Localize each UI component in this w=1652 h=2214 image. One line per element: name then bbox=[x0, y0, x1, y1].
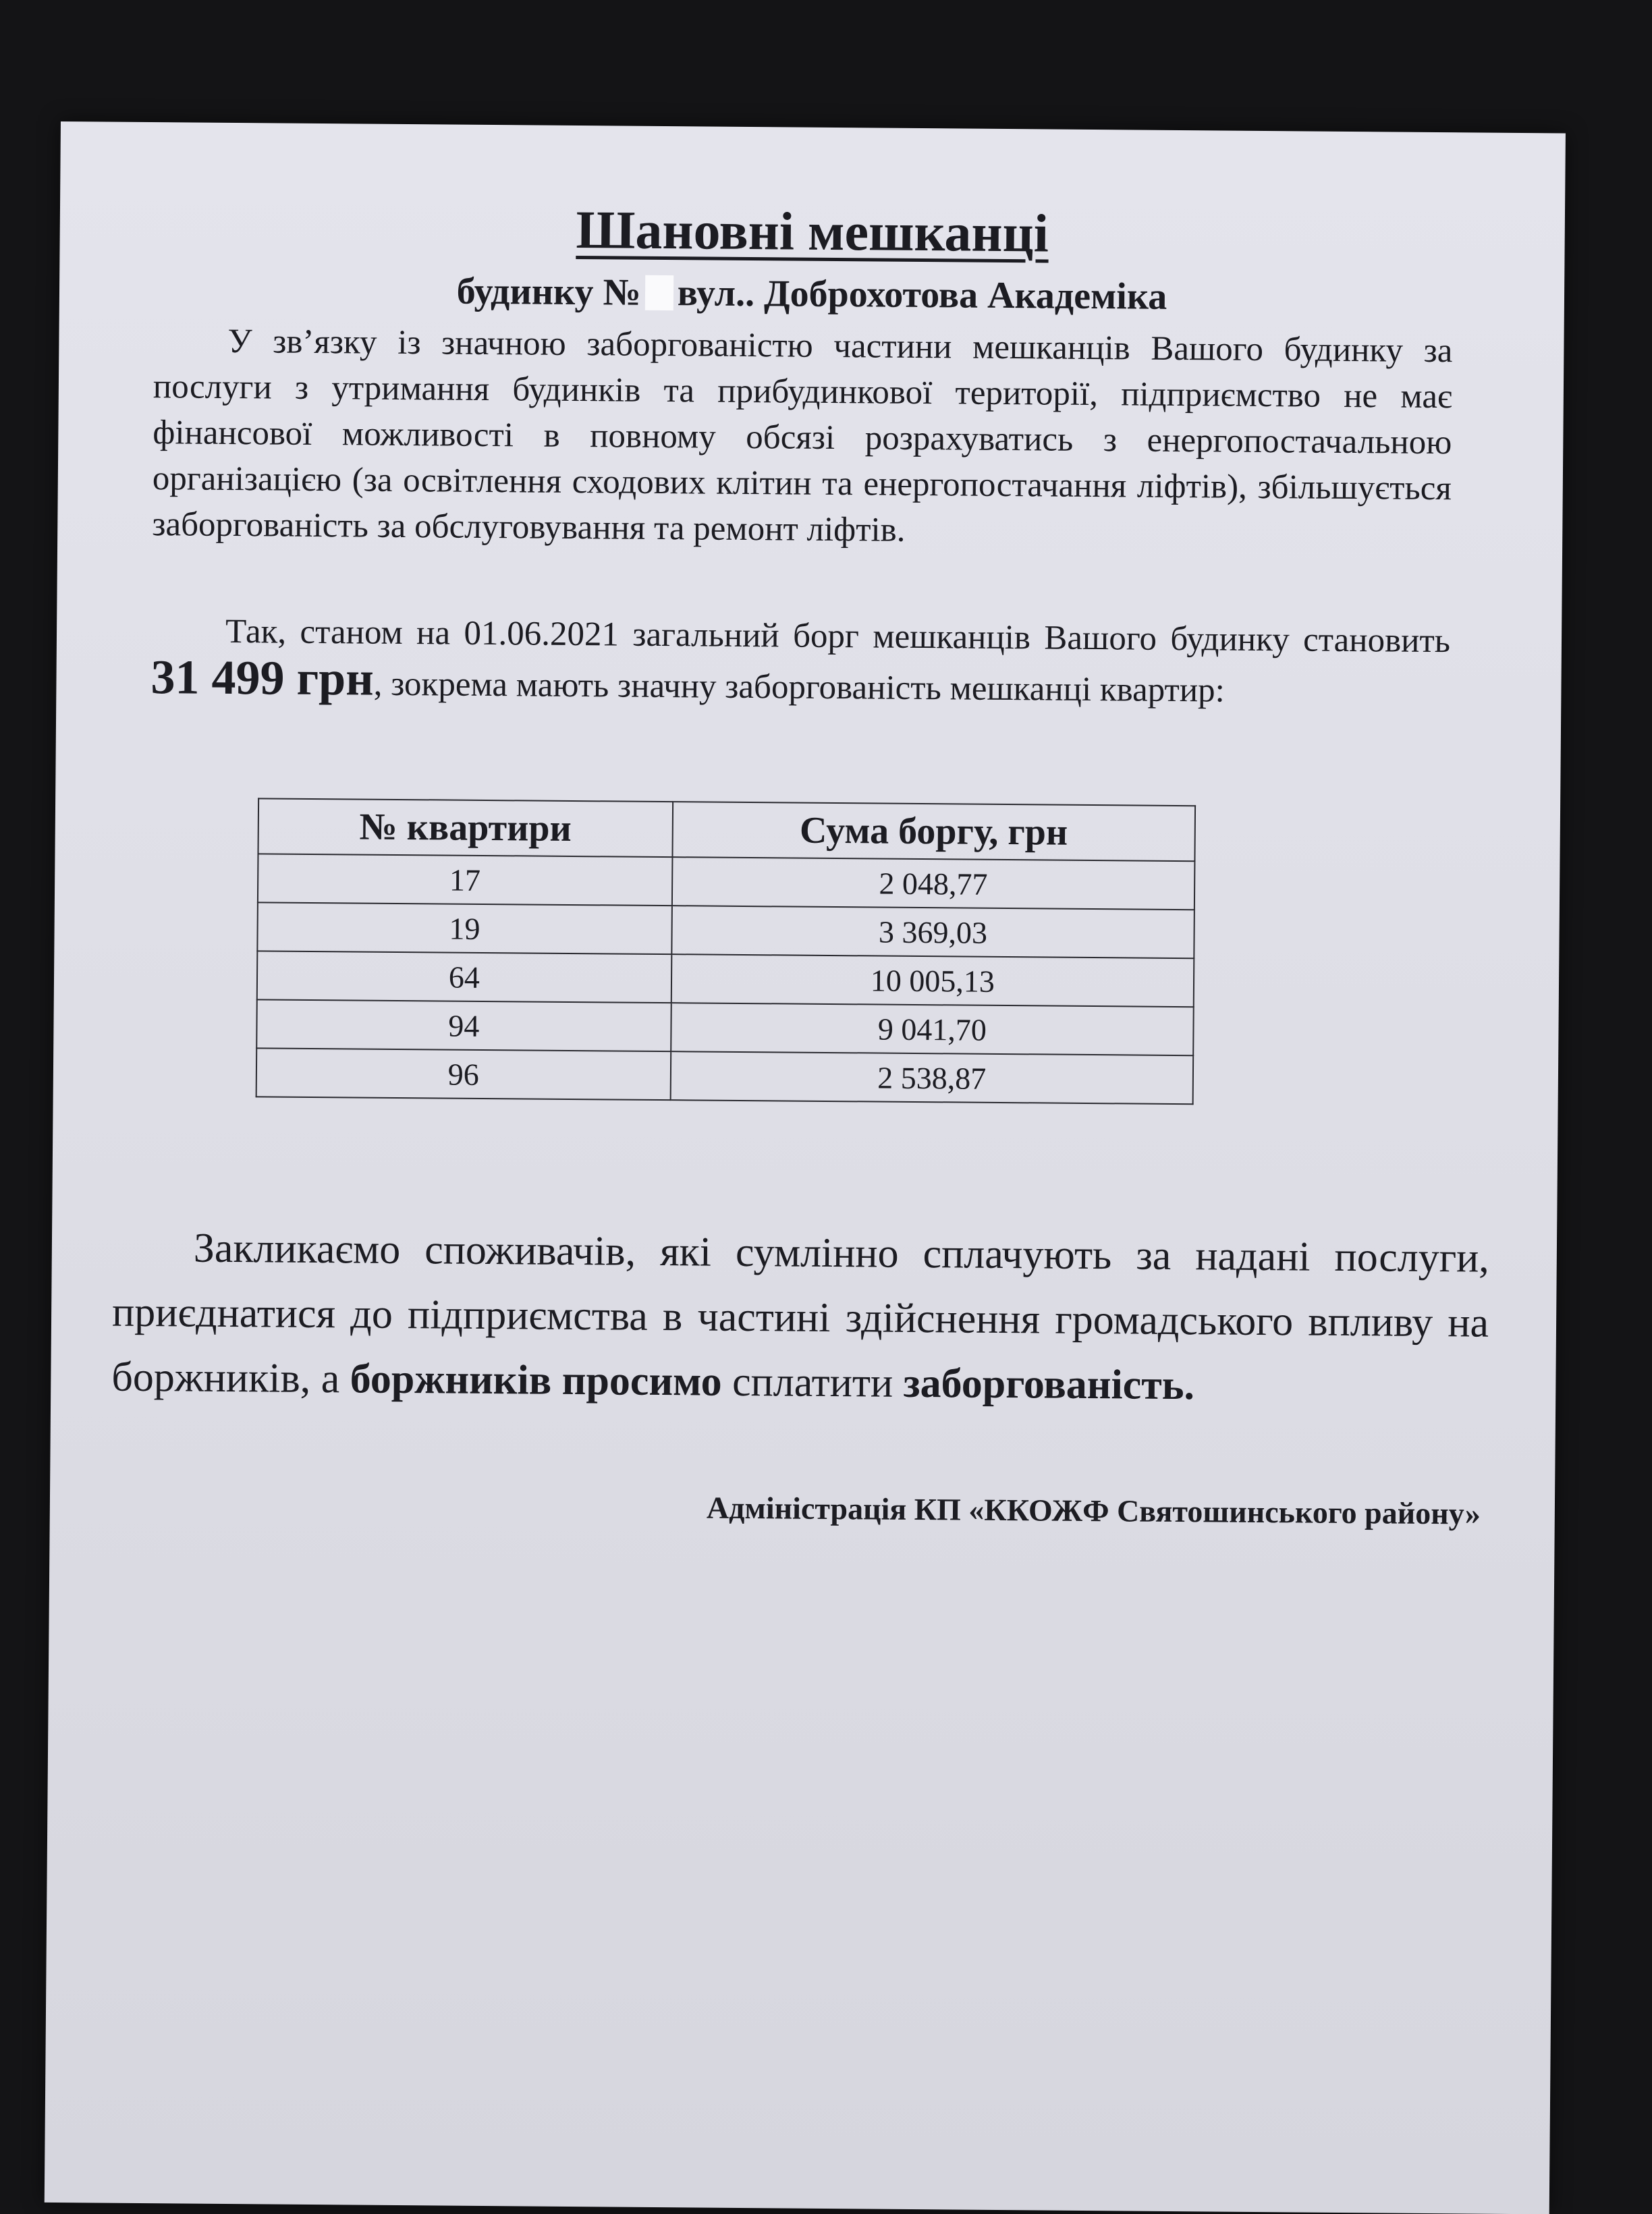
debtors-table bbox=[256, 798, 1196, 1105]
debt-summary-outro: , зокрема мають значну заборгованість мешканці квартир: bbox=[373, 665, 1226, 710]
appeal-text: Закликаємо споживачів, які сумлінно сплачують за надані послуги, приєднатися до підприємства в частині здійснення громадського впливу на боржників, а bbox=[111, 1225, 1490, 1402]
debt-amount-cell: 3 369,03 bbox=[671, 906, 1194, 958]
debt-amount-cell: 2 048,77 bbox=[672, 857, 1195, 910]
appeal-paragraph bbox=[111, 1215, 1489, 1420]
debt-summary-paragraph bbox=[150, 608, 1450, 715]
address-prefix: будинку № bbox=[456, 270, 641, 314]
debt-amount-cell: 9 041,70 bbox=[671, 1003, 1194, 1055]
building-address bbox=[59, 267, 1564, 322]
debt-amount-cell: 10 005,13 bbox=[671, 954, 1194, 1007]
debt-amount-cell: 2 538,87 bbox=[670, 1051, 1193, 1104]
apartment-number-cell: 94 bbox=[256, 999, 671, 1051]
appeal-emphasis-request: боржників просимо bbox=[350, 1356, 722, 1405]
apartment-number-cell: 64 bbox=[257, 951, 671, 1003]
table-header-row bbox=[258, 798, 1195, 861]
appeal-text-pay: сплатити bbox=[721, 1358, 904, 1406]
table-row bbox=[256, 999, 1194, 1055]
signature-line: Адміністрація КП «ККОЖФ Святошинського району» bbox=[706, 1490, 1481, 1531]
apartment-number-cell: 96 bbox=[256, 1048, 671, 1100]
table-row bbox=[257, 951, 1194, 1007]
table-row bbox=[257, 902, 1194, 958]
appeal-emphasis-debt: заборгованість. bbox=[903, 1360, 1195, 1409]
total-debt-amount: 31 499 грн bbox=[150, 650, 375, 706]
column-header-apartment: № квартири bbox=[258, 798, 672, 857]
table-row bbox=[258, 854, 1195, 910]
debt-summary-intro: Так, станом на 01.06.2021 загальний борг мешканців Вашого будинку становить bbox=[225, 612, 1451, 661]
redacted-house-number bbox=[645, 275, 673, 310]
notice-sheet bbox=[45, 121, 1566, 2214]
apartment-number-cell: 19 bbox=[257, 902, 671, 954]
apartment-number-cell: 17 bbox=[258, 854, 672, 906]
column-header-debt-amount: Сума боргу, грн bbox=[672, 802, 1195, 861]
intro-paragraph: У зв’язку із значною заборгованістю частини мешканців Вашого будинку за послуги з утримання будинків та прибудинкової території, підприємство не має фінансової можливості в повному обсязі розрахуватись з енергопостачальною організацією (за освітлення сходових клітин та енергопостачання ліфтів), збільшується заборгованість за обслуговування та ремонт ліфтів. bbox=[152, 322, 1453, 549]
table-row bbox=[256, 1048, 1194, 1104]
address-street: вул.. Доброхотова Академіка bbox=[677, 272, 1167, 318]
notice-title: Шановні мешканці bbox=[576, 200, 1049, 264]
